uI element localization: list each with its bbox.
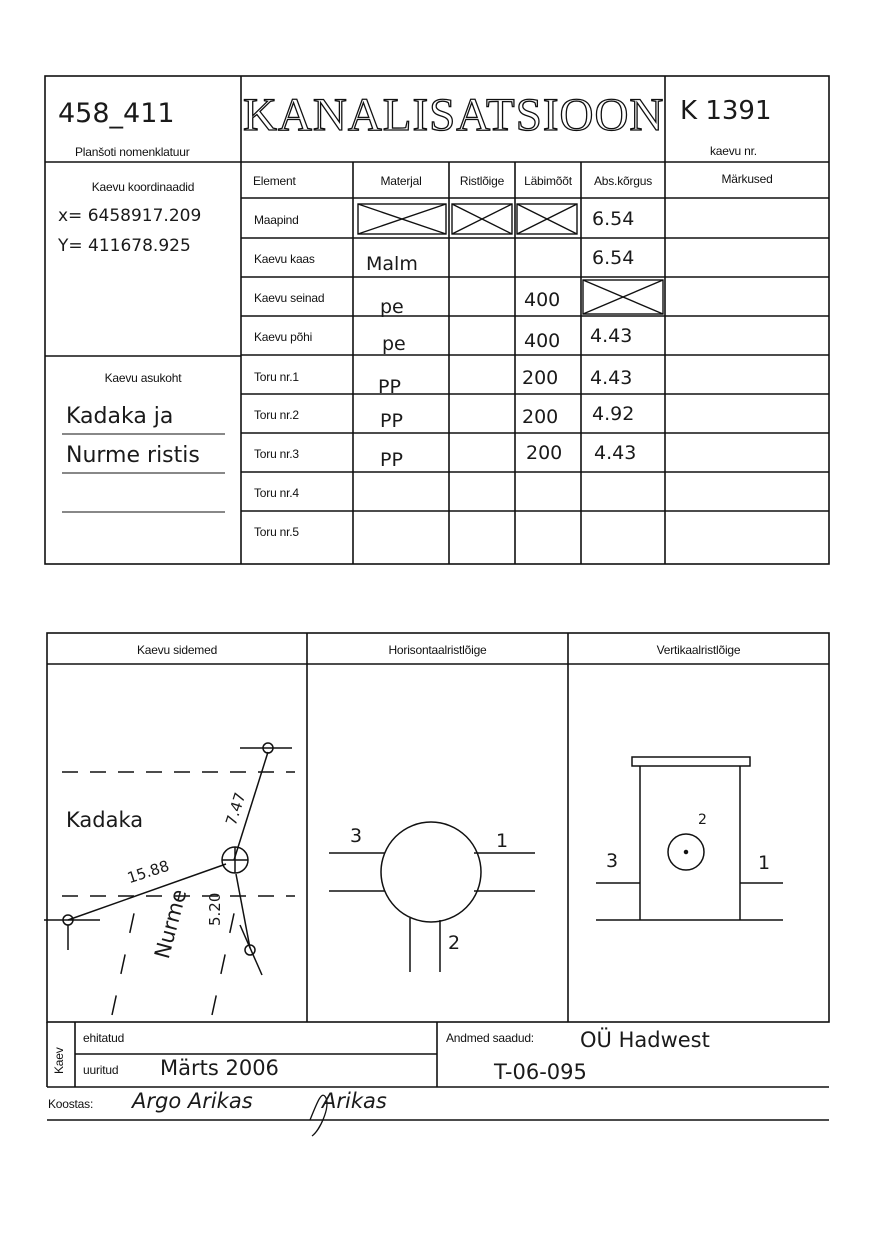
row-element: Toru nr.4 xyxy=(254,486,299,500)
well-number-label: kaevu nr. xyxy=(710,144,757,158)
pipe-label: 1 xyxy=(496,830,509,852)
pipe-label: 2 xyxy=(698,812,707,828)
distance-label: 7.47 xyxy=(222,790,250,828)
row-diameter: 400 xyxy=(524,330,561,352)
col-header-element: Element xyxy=(253,174,296,188)
location-label: Kaevu asukoht xyxy=(104,371,182,385)
row-material: pe xyxy=(380,296,404,318)
row-element: Kaevu seinad xyxy=(254,291,325,305)
page-title: KANALISATSIOON xyxy=(243,89,665,141)
col-header-material: Materjal xyxy=(380,174,422,188)
diagram-title-vertical: Vertikaalristlõige xyxy=(656,643,741,657)
well-number: K 1391 xyxy=(680,96,772,126)
row-element: Toru nr.2 xyxy=(254,408,299,422)
pipe-label: 2 xyxy=(448,932,461,954)
row-material: PP xyxy=(380,449,403,471)
row-element: Toru nr.1 xyxy=(254,370,299,384)
row-diameter: 200 xyxy=(522,406,559,428)
row-element: Toru nr.3 xyxy=(254,447,299,461)
row-material: pe xyxy=(382,333,406,355)
col-header-notes: Märkused xyxy=(721,172,773,186)
coord-y: Y= 411678.925 xyxy=(58,236,191,256)
coords-label: Kaevu koordinaadid xyxy=(91,180,195,194)
row-height: 4.43 xyxy=(590,367,633,389)
built-label: ehitatud xyxy=(83,1031,125,1045)
location-line1: Kadaka ja xyxy=(66,404,174,429)
surveyed-label: uuritud xyxy=(83,1063,119,1077)
row-height: 4.43 xyxy=(590,325,633,347)
row-element: Maapind xyxy=(254,213,299,227)
location-line2: Nurme ristis xyxy=(66,443,200,468)
row-element: Kaevu kaas xyxy=(254,252,315,266)
row-diameter: 200 xyxy=(522,367,559,389)
row-height: 6.54 xyxy=(592,247,635,269)
row-height: 4.43 xyxy=(594,442,637,464)
row-element: Toru nr.5 xyxy=(254,525,299,539)
row-material: Malm xyxy=(366,253,418,275)
surveyed-value: Märts 2006 xyxy=(160,1056,279,1080)
distance-label: 15.88 xyxy=(125,856,172,888)
plansheet-number: 458_411 xyxy=(58,98,175,129)
row-diameter: 400 xyxy=(524,289,561,311)
data-source-code: T-06-095 xyxy=(494,1060,587,1084)
pipe-label: 3 xyxy=(606,850,619,872)
footer-side-label: Kaev xyxy=(52,1047,66,1074)
coord-x: x= 6458917.209 xyxy=(58,206,202,226)
row-material: PP xyxy=(378,376,401,398)
distance-label: 5.20 xyxy=(206,892,224,926)
col-header-height: Abs.kõrgus xyxy=(593,174,653,188)
diagram-title-horizontal: Horisontaalristlõige xyxy=(388,643,487,657)
diagram-title-sidemed: Kaevu sidemed xyxy=(136,643,218,657)
data-source-label: Andmed saadud: xyxy=(446,1031,534,1045)
plansheet-label: Planšoti nomenklatuur xyxy=(75,145,190,159)
row-height: 6.54 xyxy=(592,208,635,230)
row-material: PP xyxy=(380,410,403,432)
author-label: Koostas: xyxy=(48,1097,94,1111)
street-label-kadaka: Kadaka xyxy=(66,808,144,832)
row-element: Kaevu põhi xyxy=(254,330,313,344)
row-height: 4.92 xyxy=(592,403,635,425)
street-label-nurme: Nurme xyxy=(150,886,192,962)
col-header-section: Ristlõige xyxy=(459,174,505,188)
row-diameter: 200 xyxy=(526,442,563,464)
author-value: Argo Arikas xyxy=(132,1089,253,1113)
pipe-label: 3 xyxy=(350,825,363,847)
col-header-diameter: Läbimõõt xyxy=(524,174,572,188)
data-source-value: OÜ Hadwest xyxy=(580,1028,710,1052)
pipe-label: 1 xyxy=(758,852,771,874)
signature: Arikas xyxy=(322,1089,387,1113)
